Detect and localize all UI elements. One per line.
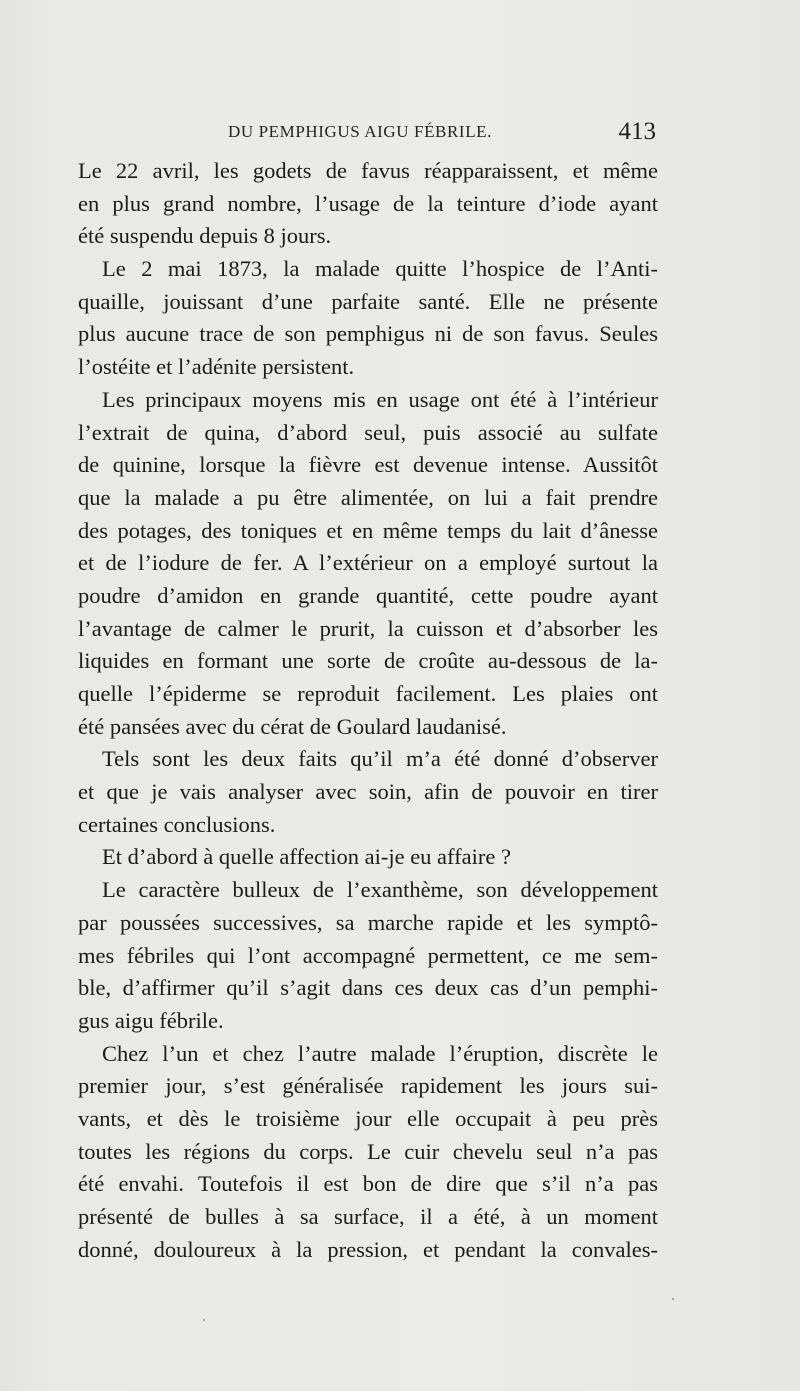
text-line: gus aigu fébrile. bbox=[78, 1007, 224, 1033]
text-line: de quinine, lorsque la fièvre est devenue intense. Aussitôt bbox=[78, 452, 658, 478]
text-line: vants, et dès le troisième jour elle occupait à peu près bbox=[78, 1105, 658, 1131]
text-line: plus aucune trace de son pemphigus ni de son favus. Seules bbox=[78, 321, 658, 347]
text-line: certaines conclusions. bbox=[78, 811, 276, 837]
text-line: présenté de bulles à sa surface, il a été, à un moment bbox=[78, 1204, 658, 1229]
text-line: quaille, jouissant d’une parfaite santé. Elle ne présente bbox=[78, 288, 658, 314]
text-line: Le 22 avril, les godets de favus réapparaissent, et même bbox=[78, 158, 658, 183]
text-line: Le 2 mai 1873, la malade quitte l’hospice de l’Anti- bbox=[102, 256, 658, 282]
text-line: poudre d’amidon en grande quantité, cette poudre ayant bbox=[78, 582, 658, 608]
text-line: Et d’abord à quelle affection ai-je eu affaire ? bbox=[102, 844, 511, 870]
text-line: premier jour, s’est généralisée rapidement les jours sui- bbox=[78, 1073, 658, 1099]
paper-speck bbox=[362, 967, 364, 969]
body-text bbox=[78, 155, 658, 1266]
running-title: DU PEMPHIGUS AIGU FÉBRILE. bbox=[228, 122, 493, 141]
text-line: donné, douloureux à la pression, et pendant la convales- bbox=[78, 1236, 658, 1262]
text-line: en plus grand nombre, l’usage de la teinture d’iode ayant bbox=[78, 190, 658, 216]
page-header bbox=[78, 118, 658, 148]
text-line: liquides en formant une sorte de croûte au-dessous de la- bbox=[78, 648, 658, 674]
text-line: Chez l’un et chez l’autre malade l’éruption, discrète le bbox=[102, 1040, 658, 1066]
text-line: mes fébriles qui l’ont accompagné permettent, ce me sem- bbox=[78, 942, 658, 968]
text-line: été suspendu depuis 8 jours. bbox=[78, 223, 332, 249]
text-line: des potages, des toniques et en même temps du lait d’ânesse bbox=[78, 517, 658, 543]
text-line: quelle l’épiderme se reproduit facilement. Les plaies ont bbox=[78, 681, 658, 706]
text-line: ble, d’affirmer qu’il s’agit dans ces deux cas d’un pemphi- bbox=[78, 975, 658, 1001]
paper-speck bbox=[672, 1298, 674, 1300]
text-line: que la malade a pu être alimentée, on lui a fait prendre bbox=[78, 484, 658, 510]
text-line: Le caractère bulleux de l’exanthème, son développement bbox=[102, 877, 658, 903]
text-line: Tels sont les deux faits qu’il m’a été donné d’observer bbox=[102, 746, 658, 772]
text-line: et de l’iodure de fer. A l’extérieur on a employé surtout la bbox=[78, 550, 658, 576]
text-line: été pansées avec du cérat de Goulard laudanisé. bbox=[78, 713, 507, 739]
text-line: l’ostéite et l’adénite persistent. bbox=[78, 354, 355, 380]
page-number: 413 bbox=[618, 118, 656, 145]
text-line: et que je vais analyser avec soin, afin de pouvoir en tirer bbox=[78, 779, 658, 805]
text-line: l’extrait de quina, d’abord seul, puis associé au sulfate bbox=[78, 419, 658, 445]
text-line: par poussées successives, sa marche rapide et les symptô- bbox=[78, 909, 658, 935]
text-line: été envahi. Toutefois il est bon de dire que s’il n’a pas bbox=[78, 1171, 658, 1197]
text-line: l’avantage de calmer le prurit, la cuisson et d’absorber les bbox=[78, 615, 658, 641]
paper-speck bbox=[203, 1319, 205, 1321]
text-line: Les principaux moyens mis en usage ont été à l’intérieur bbox=[102, 386, 658, 412]
text-line: toutes les régions du corps. Le cuir chevelu seul n’a pas bbox=[78, 1138, 658, 1164]
